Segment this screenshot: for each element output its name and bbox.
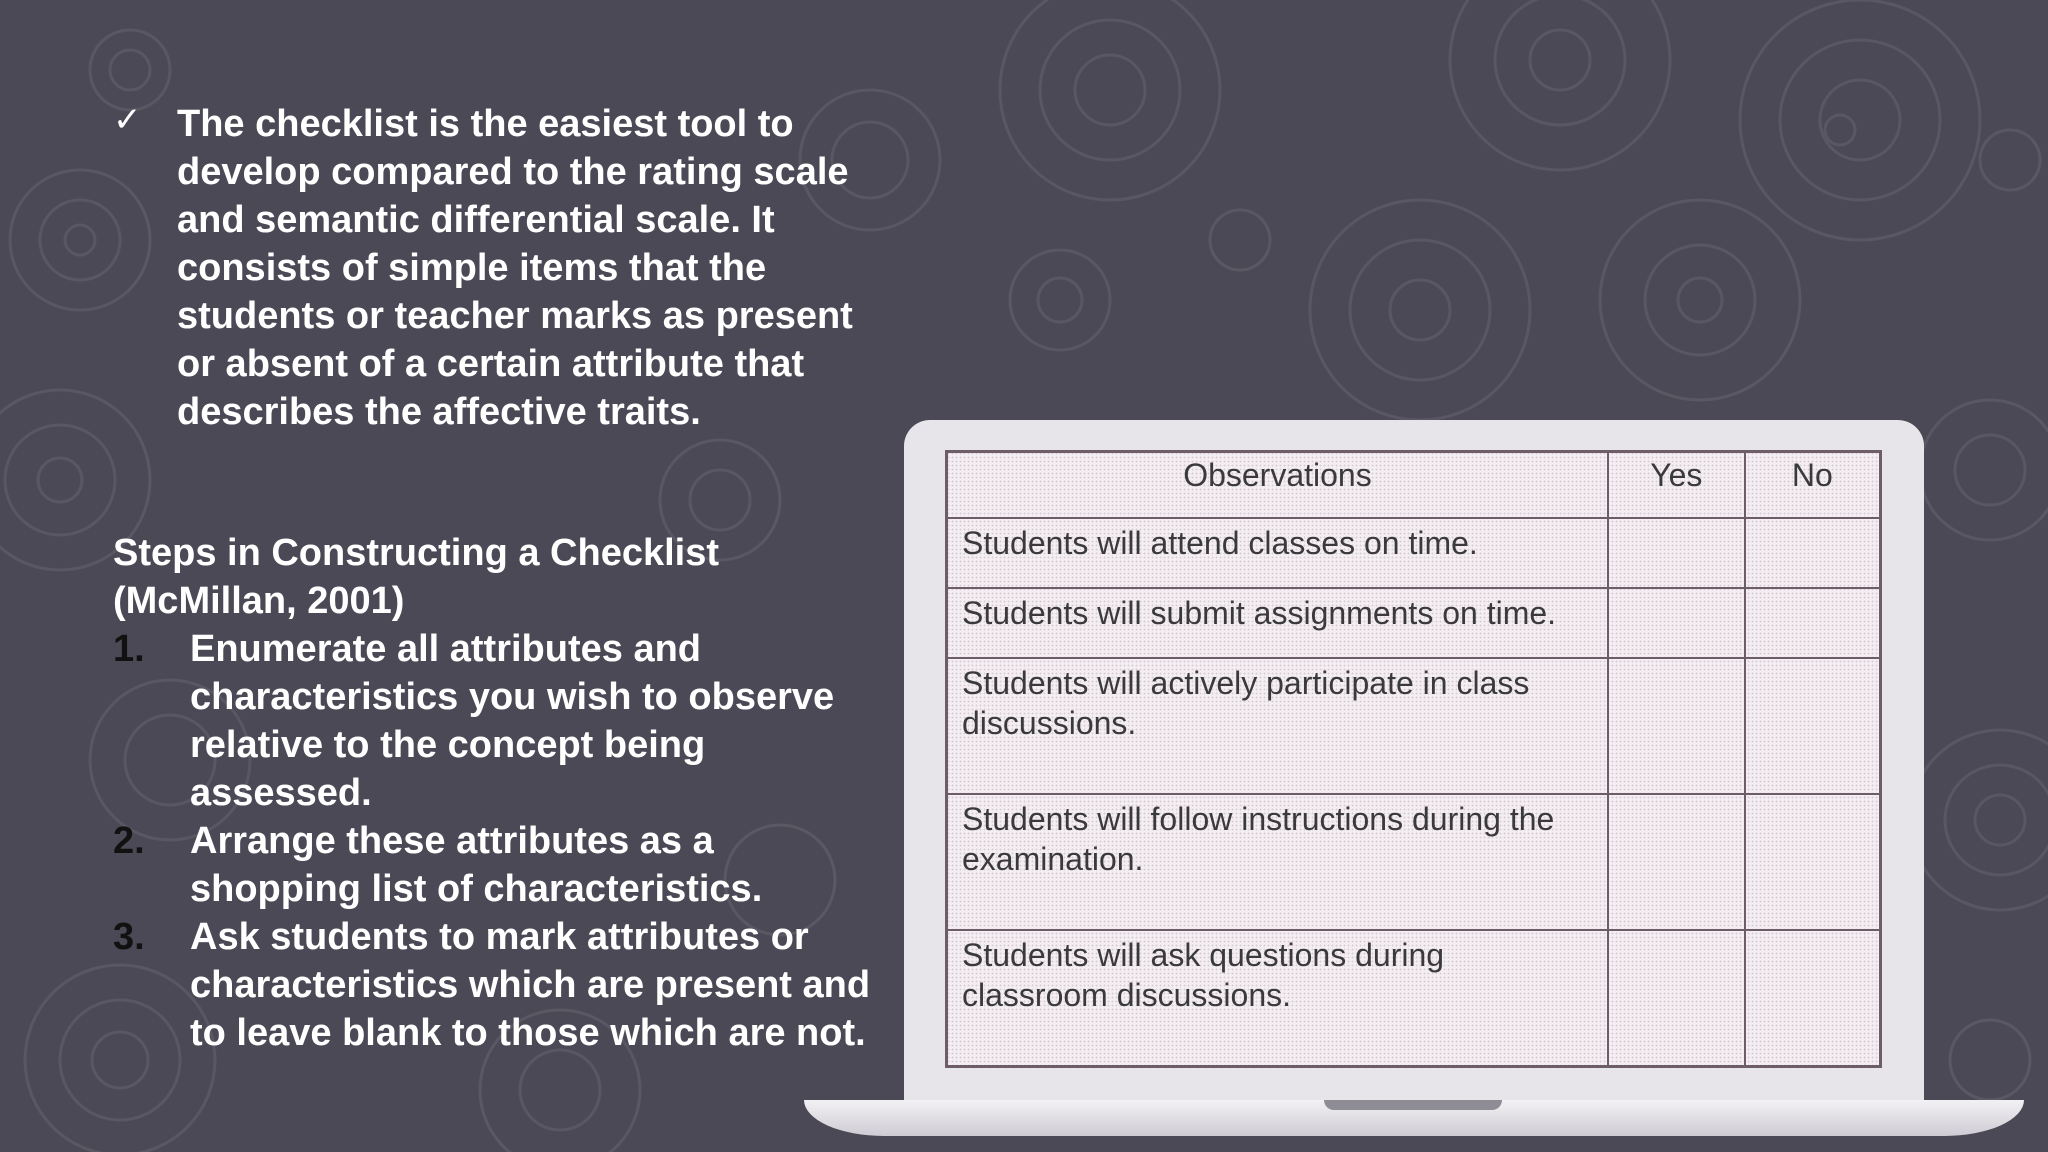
no-cell[interactable] xyxy=(1745,588,1881,658)
no-cell[interactable] xyxy=(1745,930,1881,1067)
intro-paragraph: The checklist is the easiest tool to develop compared to the rating scale and semantic differential scale. It consists of simple items that the students or teacher marks as present or absent of a certain attribute that describes the affective traits. xyxy=(177,103,853,433)
intro-bullet xyxy=(113,100,873,436)
step-text: Enumerate all attributes and characteristics you wish to observe relative to the concept being assessed. xyxy=(190,628,835,814)
observation-cell: Students will attend classes on time. xyxy=(947,518,1608,588)
table-header-row xyxy=(947,452,1881,519)
header-no: No xyxy=(1745,452,1881,519)
yes-cell[interactable] xyxy=(1608,588,1745,658)
observation-cell: Students will actively participate in class discussions. xyxy=(947,658,1608,794)
yes-cell[interactable] xyxy=(1608,794,1745,930)
table-row xyxy=(947,518,1881,588)
table-row xyxy=(947,794,1881,930)
laptop-notch xyxy=(1324,1100,1502,1110)
checklist-table xyxy=(945,450,1882,1068)
no-cell[interactable] xyxy=(1745,794,1881,930)
step-number: 2. xyxy=(113,820,145,862)
checkmark-icon: ✓ xyxy=(113,100,142,140)
table-row xyxy=(947,588,1881,658)
step-item xyxy=(113,817,893,913)
observation-cell: Students will submit assignments on time. xyxy=(947,588,1608,658)
step-number: 1. xyxy=(113,628,145,670)
step-text: Ask students to mark attributes or characteristics which are present and to leave blank to those which are not. xyxy=(190,916,871,1054)
yes-cell[interactable] xyxy=(1608,658,1745,794)
no-cell[interactable] xyxy=(1745,518,1881,588)
step-item xyxy=(113,625,893,817)
step-text: Arrange these attributes as a shopping list of characteristics. xyxy=(190,820,763,910)
table-row xyxy=(947,658,1881,794)
yes-cell[interactable] xyxy=(1608,930,1745,1067)
step-number: 3. xyxy=(113,916,145,958)
step-item xyxy=(113,913,893,1057)
steps-heading: Steps in Constructing a Checklist (McMillan, 2001) xyxy=(113,532,719,622)
observation-cell: Students will follow instructions during the examination. xyxy=(947,794,1608,930)
steps-list xyxy=(113,625,893,1057)
yes-cell[interactable] xyxy=(1608,518,1745,588)
no-cell[interactable] xyxy=(1745,658,1881,794)
header-yes: Yes xyxy=(1608,452,1745,519)
header-observations: Observations xyxy=(947,452,1608,519)
table-row xyxy=(947,930,1881,1067)
observation-cell: Students will ask questions during classroom discussions. xyxy=(947,930,1608,1067)
